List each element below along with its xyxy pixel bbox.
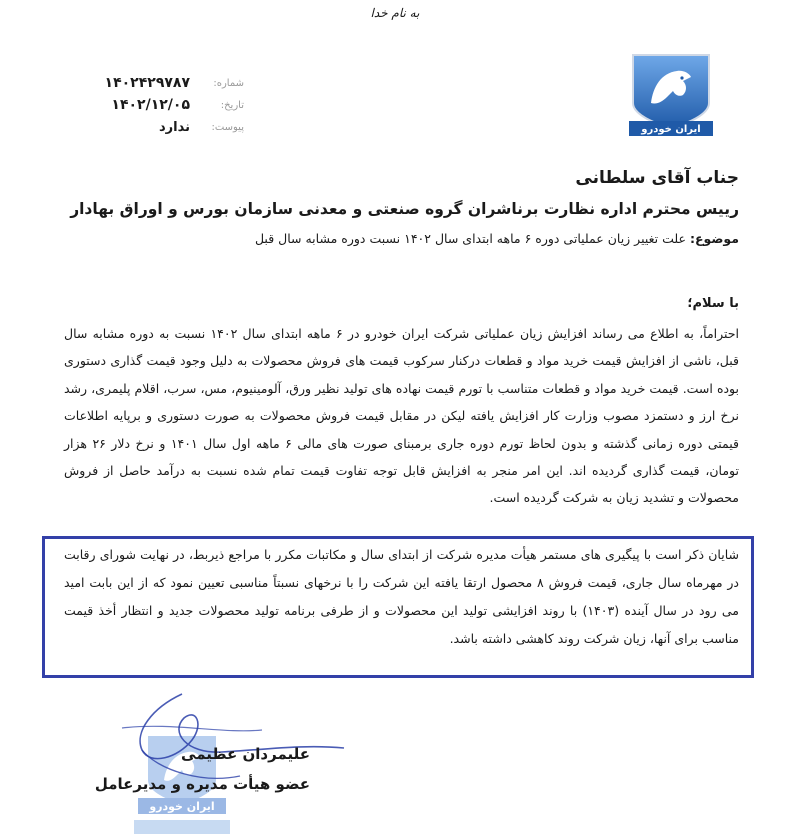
subject-text: علت تغییر زیان عملیاتی دوره ۶ ماهه ابتدای سال ۱۴۰۲ نسبت دوره مشابه سال قبل [254,231,686,246]
letter-meta [84,72,244,138]
attachment-label: پیوست: [211,121,244,133]
attachment-value: ندارد [158,119,190,135]
attachment-row [84,116,244,138]
addressee-position: رییس محترم اداره نظارت برناشران گروه صنعتی و معدنی سازمان بورس و اوراق بهادار [70,200,739,218]
paragraph-2: شایان ذکر است با پیگیری های مستمر هیأت مدیره شرکت از ابتدای سال و مکاتبات مکرر با مراجع ذیربط، در نهایت شورای رقابت در مهرماه سال جاری، قیمت فروش ۸ محصول ارتقا یافته این شرکت را با نرخهای نسبتاً مناسبی تعیین نمود که از این بابت امید می رود در سال آینده (۱۴۰۳) با روند افزایشی تولید این محصولات و از طرفی برنامه تولید محصولات جدید و انتظار أخذ قیمت مناسب برای آنها، زیان شرکت روند کاهشی داشته باشد. [64,547,739,646]
signatory-name: علیمردان عظیمی [181,745,310,763]
bismillah-heading: به نام خدا [370,6,420,20]
number-row [84,72,244,94]
number-value: ۱۴۰۲۴۲۹۷۸۷ [104,75,190,91]
subject-label: موضوع: [689,231,739,246]
stamp-text: ایران خودرو [149,800,215,813]
number-label: شماره: [213,77,244,89]
subject-line [64,226,739,252]
iran-khodro-logo [627,51,715,137]
signatory-title: عضو هیأت مدیره و مدیرعامل [94,775,310,793]
addressee: جناب آقای سلطانی [575,168,739,188]
date-row [84,94,244,116]
greeting: با سلام؛ [687,296,739,311]
logo-text: ایران خودرو [641,124,701,135]
date-value: ۱۴۰۲/۱۲/۰۵ [111,97,190,113]
letter-heading-block [64,164,739,252]
date-label: تاریخ: [220,99,244,111]
paragraph-1: احتراماً، به اطلاع می رساند افزایش زیان عملیاتی شرکت ایران خودرو در ۶ ماهه ابتدای سال ۱۴۰۲ نسبت به دوره مشابه سال قبل، ناشی از افزایش قیمت خرید مواد و قطعات درکنار سرکوب قیمت های فروش محصولات به دلیل وجود قیمت گذاری دستوری بوده است. قیمت خرید مواد و قطعات متناسب با تورم قیمت نهاده های تولید نظیر ورق، آلومینیوم، مس، سرب، اقلام پلیمری، رشد نرخ ارز و دستمزد مصوب وزارت کار افزایش یافته لیکن در مقابل قیمت فروش محصولات به صورت دستوری و برپایه اطلاعات قیمتی دوره زمانی گذشته و بدون لحاظ تورم دوره جاری برمبنای صورت های مالی ۶ ماهه اول سال ۱۴۰۱ و نرخ دلار ۲۶ هزار تومان، قیمت گذاری گردیده اند. این امر منجر به افزایش قابل توجه تفاوت قیمت تمام شده نسبت به درآمد حاصل از فروش محصولات و تشدید زیان به شرکت گردیده است. [64,326,739,506]
